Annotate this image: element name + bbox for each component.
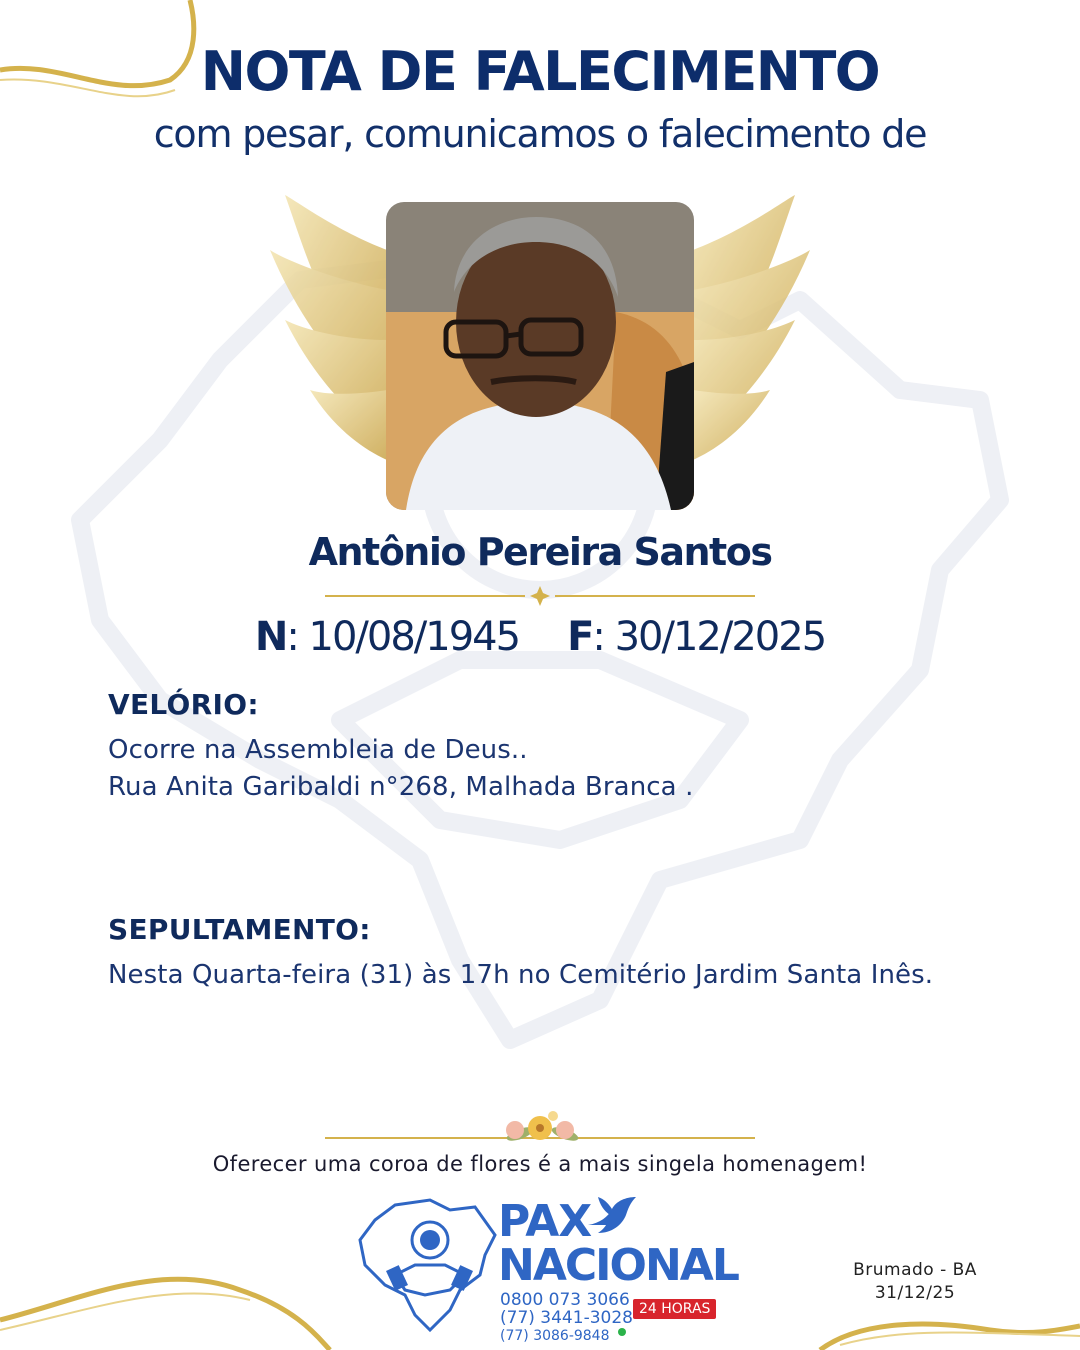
death-separator: : (592, 614, 615, 660)
post-date: 31/12/25 (874, 1283, 956, 1303)
brand-name-line-1: PAX (498, 1196, 592, 1247)
sepultamento-heading: SEPULTAMENTO: (108, 913, 371, 946)
deceased-photo (386, 202, 694, 510)
page-title: NOTA DE FALECIMENTO (200, 40, 880, 103)
star-divider-icon (325, 586, 755, 606)
death-label: F (567, 614, 593, 660)
velorio-line-1: Ocorre na Assembleia de Deus.. (108, 735, 528, 765)
24h-badge: 24 HORAS (633, 1299, 716, 1319)
sepultamento-line-1: Nesta Quarta-feira (31) às 17h no Cemitério Jardim Santa Inês. (108, 960, 934, 990)
phone-second[interactable]: (77) 3441-3028 (500, 1308, 633, 1328)
velorio-line-2: Rua Anita Garibaldi n°268, Malhada Branca . (108, 772, 694, 802)
tribute-text: Oferecer uma coroa de flores é a mais singela homenagem! (212, 1152, 868, 1176)
whatsapp-icon (618, 1328, 626, 1336)
velorio-heading: VELÓRIO: (108, 688, 259, 721)
birth-separator: : (286, 614, 309, 660)
phone-main[interactable]: 0800 073 3066 (500, 1290, 630, 1310)
phone-whatsapp[interactable]: (77) 3086-9848 (500, 1328, 610, 1344)
birth-date: 10/08/1945 (308, 614, 520, 660)
death-date: 30/12/2025 (614, 614, 826, 660)
dove-icon (586, 1195, 638, 1239)
dates-row (0, 614, 1080, 660)
page-subtitle: com pesar, comunicamos o falecimento de (153, 112, 927, 156)
brand-name-line-2: NACIONAL (498, 1240, 738, 1291)
birth-label: N (254, 614, 287, 660)
deceased-name: Antônio Pereira Santos (308, 530, 772, 574)
location-text: Brumado - BA (853, 1260, 977, 1280)
brazil-map-logo-icon (355, 1195, 500, 1335)
